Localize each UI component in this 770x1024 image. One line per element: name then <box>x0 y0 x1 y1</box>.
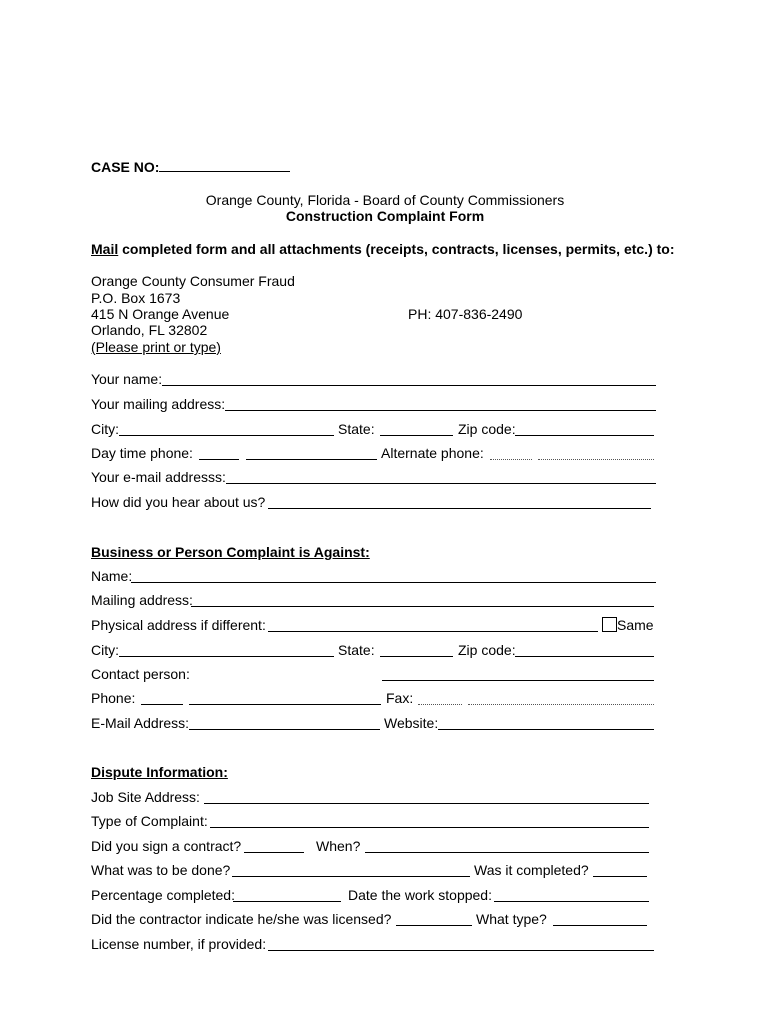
same-checkbox[interactable] <box>602 617 617 632</box>
job-site-label: Job Site Address: <box>91 789 200 805</box>
physical-address-label: Physical address if different: <box>91 617 266 633</box>
print-note: (Please print or type) <box>91 339 221 355</box>
business-email-field[interactable] <box>189 729 380 730</box>
business-mailing-label: Mailing address: <box>91 592 193 608</box>
business-phone-label: Phone: <box>91 690 136 706</box>
contract-field[interactable] <box>244 852 304 853</box>
business-phone-area-field[interactable] <box>141 704 183 705</box>
physical-address-field[interactable] <box>268 631 598 632</box>
address-city: Orlando, FL 32802 <box>91 322 208 338</box>
business-website-label: Website: <box>384 715 439 731</box>
your-zip-field[interactable] <box>515 435 654 436</box>
business-zip-field[interactable] <box>515 656 654 657</box>
contract-label: Did you sign a contract? <box>91 838 242 854</box>
your-state-field[interactable] <box>380 435 453 436</box>
business-mailing-field[interactable] <box>191 606 654 607</box>
address-phone: PH: 407-836-2490 <box>408 306 523 322</box>
address-name: Orange County Consumer Fraud <box>91 273 295 289</box>
case-number-field[interactable] <box>159 171 290 172</box>
business-fax-number-field[interactable] <box>468 704 654 705</box>
your-email-label: Your e-mail addresss: <box>91 469 226 485</box>
your-mailing-field[interactable] <box>225 410 656 411</box>
business-state-field[interactable] <box>380 656 453 657</box>
completed-label: Was it completed? <box>474 862 589 878</box>
complaint-type-field[interactable] <box>210 827 649 828</box>
date-stopped-field[interactable] <box>494 901 649 902</box>
same-label: Same <box>617 617 654 633</box>
your-zip-label: Zip code: <box>458 421 516 437</box>
completed-field[interactable] <box>593 876 647 877</box>
dispute-heading: Dispute Information: <box>91 764 228 780</box>
mail-instruction-rest: completed form and all attachments (receipts, contracts, licenses, permits, etc.) to: <box>118 241 675 257</box>
business-zip-label: Zip code: <box>458 642 516 658</box>
mail-instruction-lead: Mail <box>91 241 119 257</box>
alt-phone-area-field[interactable] <box>490 459 532 460</box>
business-city-field[interactable] <box>119 656 334 657</box>
business-website-field[interactable] <box>438 729 654 730</box>
business-fax-area-field[interactable] <box>418 704 462 705</box>
your-city-label: City: <box>91 421 119 437</box>
date-stopped-label: Date the work stopped: <box>348 887 492 903</box>
todo-label: What was to be done? <box>91 862 231 878</box>
your-name-label: Your name: <box>91 371 163 387</box>
business-state-label: State: <box>338 642 375 658</box>
what-type-field[interactable] <box>553 925 647 926</box>
license-number-label: License number, if provided: <box>91 936 267 952</box>
case-number-label: CASE NO: <box>91 159 160 175</box>
alt-phone-number-field[interactable] <box>538 459 654 460</box>
hear-about-field[interactable] <box>268 508 651 509</box>
address-box: P.O. Box 1673 <box>91 290 181 306</box>
your-mailing-label: Your mailing address: <box>91 396 226 412</box>
your-name-field[interactable] <box>162 385 656 386</box>
alt-phone-label: Alternate phone: <box>381 445 484 461</box>
contact-person-label: Contact person: <box>91 666 190 682</box>
your-state-label: State: <box>338 421 375 437</box>
business-name-field[interactable] <box>131 582 656 583</box>
address-street: 415 N Orange Avenue <box>91 306 230 322</box>
licensed-field[interactable] <box>396 925 472 926</box>
business-name-label: Name: <box>91 568 133 584</box>
business-city-label: City: <box>91 642 119 658</box>
business-email-label: E-Mail Address: <box>91 715 190 731</box>
your-email-field[interactable] <box>226 483 656 484</box>
contact-person-field[interactable] <box>382 680 654 681</box>
percentage-label: Percentage completed: <box>91 887 235 903</box>
day-phone-label: Day time phone: <box>91 445 193 461</box>
mail-instruction <box>91 241 675 257</box>
day-phone-area-field[interactable] <box>199 459 239 460</box>
licensed-label: Did the contractor indicate he/she was licensed? <box>91 911 392 927</box>
header-agency: Orange County, Florida - Board of County Commissioners <box>205 192 565 208</box>
job-site-field[interactable] <box>204 803 649 804</box>
todo-field[interactable] <box>232 876 470 877</box>
license-number-field[interactable] <box>268 950 654 951</box>
business-heading: Business or Person Complaint is Against: <box>91 544 370 560</box>
complaint-type-label: Type of Complaint: <box>91 813 208 829</box>
hear-about-label: How did you hear about us? <box>91 494 266 510</box>
business-fax-label: Fax: <box>386 690 414 706</box>
when-label: When? <box>316 838 361 854</box>
your-city-field[interactable] <box>119 435 334 436</box>
day-phone-number-field[interactable] <box>246 459 377 460</box>
what-type-label: What type? <box>476 911 547 927</box>
business-phone-number-field[interactable] <box>189 704 381 705</box>
page-title: Construction Complaint Form <box>285 208 485 224</box>
when-field[interactable] <box>365 852 649 853</box>
percentage-field[interactable] <box>233 901 341 902</box>
